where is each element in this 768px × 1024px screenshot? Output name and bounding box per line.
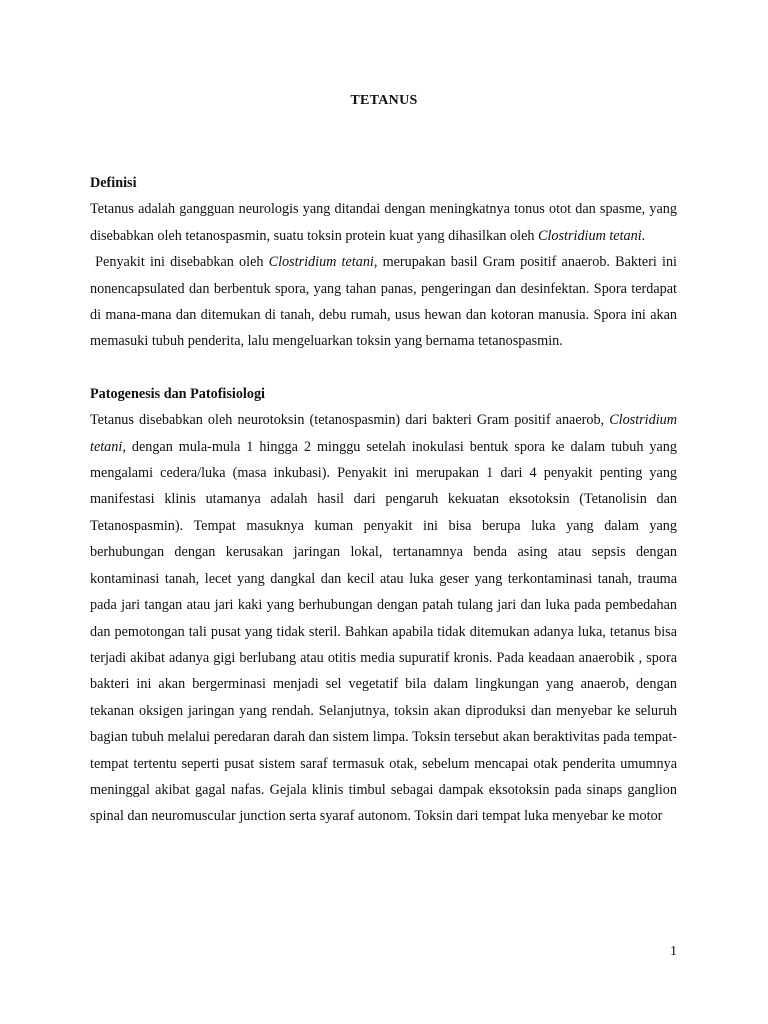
text-run: , merupakan basil Gram positif anaerob. Bakteri ini nonencapsulated dan berbentuk spora, yang tahan panas, pengeringan dan desinfektan. Spora terdapat di mana-mana dan ditemukan di tanah, debu rumah, usus hewan dan kotoran manusia. Spora ini akan memasuki tubuh penderita, lalu mengeluarkan toksin yang bernama tetanospasmin.	[90, 254, 677, 350]
section-definisi	[90, 170, 677, 355]
section-spacer	[90, 355, 677, 381]
paragraph	[90, 196, 677, 249]
section-patogenesis	[90, 381, 677, 830]
text-run: Penyakit ini disebabkan oleh	[90, 254, 269, 271]
paragraph	[90, 407, 677, 830]
text-run: Tetanus adalah gangguan neurologis yang ditandai dengan meningkatnya tonus otot dan spasme, yang disebabkan oleh tetanospasmin, suatu toksin protein kuat yang dihasilkan oleh	[90, 201, 677, 244]
text-run: .	[641, 227, 646, 244]
paragraph	[90, 249, 677, 355]
italic-text-run: Clostridium tetani	[268, 254, 374, 271]
italic-text-run: Clostridium tetani	[538, 227, 642, 244]
page-number: 1	[670, 944, 677, 959]
document-body	[90, 170, 677, 830]
document-title: TETANUS	[350, 93, 418, 108]
section-heading: Definisi	[90, 175, 137, 191]
text-run: Tetanus disebabkan oleh neurotoksin (tetanospasmin) dari bakteri Gram positif anaerob,	[90, 412, 610, 429]
text-run: , dengan mula-mula 1 hingga 2 minggu setelah inokulasi bentuk spora ke dalam tubuh yang mengalami cedera/luka (masa inkubasi). Penyakit ini merupakan 1 dari 4 penyakit penting yang manifestasi klinis utamanya adalah hasil dari pengaruh kekuatan eksotoksin (Tetanolisin dan Tetanospasmin). Tempat masuknya kuman penyakit ini bisa berupa luka yang dalam yang berhubungan dengan kerusakan jaringan lokal, tertanamnya benda asing atau sepsis dengan kontaminasi tanah, lecet yang dangkal dan kecil atau luka geser yang terkontaminasi tanah, trauma pada jari tangan atau jari kaki yang berhubungan dengan patah tulang jari dan luka pada pembedahan dan pemotongan tali pusat yang tidak steril. Bahkan apabila tidak ditemukan adanya luka, tetanus bisa terjadi akibat adanya gigi berlubang atau otitis media supuratif kronis. Pada keadaan anaerobik , spora bakteri ini akan bergerminasi menjadi sel vegetatif bila dalam lingkungan yang anaerob, dengan tekanan oksigen jaringan yang rendah. Selanjutnya, toksin akan diproduksi dan menyebar ke seluruh bagian tubuh melalui peredaran darah dan sistem limpa. Toksin tersebut akan beraktivitas pada tempat-tempat tertentu seperti pusat sistem saraf termasuk otak, sebelum mencapai otak penderita umumnya meninggal akibat gagal nafas. Gejala klinis timbul sebagai dampak eksotoksin pada sinaps ganglion spinal dan neuromuscular junction serta syaraf autonom. Toksin dari tempat luka menyebar ke motor	[90, 438, 677, 825]
italic-text-run: Clostridium tetani	[90, 412, 677, 455]
section-heading: Patogenesis dan Patofisiologi	[90, 385, 265, 402]
